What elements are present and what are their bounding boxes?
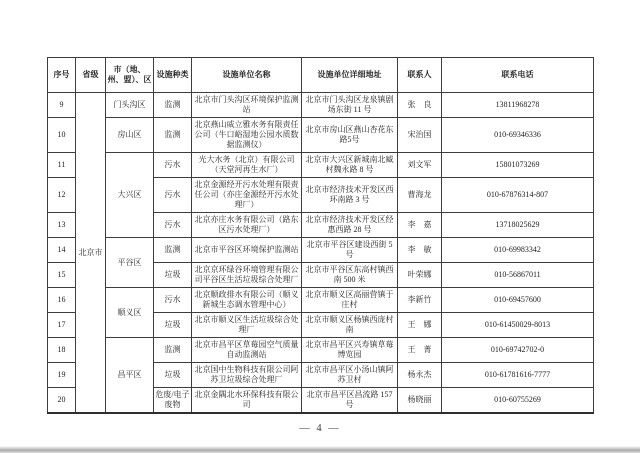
cell-address: 北京市门头沟区龙泉镇剧场东街 11 号 [302, 93, 398, 118]
cell-serial-no: 10 [48, 118, 76, 153]
cell-facility-type: 监测 [154, 93, 192, 118]
cell-phone: 13811968278 [442, 93, 594, 118]
col-header-province: 省级 [76, 58, 106, 93]
cell-phone: 010-69346336 [442, 118, 594, 153]
cell-contact: 李 敏 [398, 238, 442, 263]
cell-contact: 杨晓丽 [398, 388, 442, 414]
cell-facility-type: 污水 [154, 153, 192, 178]
col-header-facility-name: 设施单位名称 [192, 58, 302, 93]
cell-serial-no: 12 [48, 178, 76, 213]
cell-address: 北京市经济技术开发区经惠西路 28 号 [302, 213, 398, 238]
cell-address: 北京市昌平区小汤山镇阿苏卫村 [302, 363, 398, 388]
cell-contact: 宋治国 [398, 118, 442, 153]
cell-contact: 李新竹 [398, 288, 442, 313]
cell-phone: 010-67876314-807 [442, 178, 594, 213]
cell-phone: 010-61781616-7777 [442, 363, 594, 388]
col-header-serial-no: 序号 [48, 58, 76, 93]
cell-phone: 010-61450029-8013 [442, 313, 594, 338]
cell-contact: 杨永杰 [398, 363, 442, 388]
table-row [48, 338, 594, 363]
cell-serial-no: 15 [48, 263, 76, 288]
cell-contact: 刘文军 [398, 153, 442, 178]
cell-address: 北京市昌平区昌流路 157 号 [302, 388, 398, 414]
cell-serial-no: 13 [48, 213, 76, 238]
cell-province: 北京市 [76, 93, 106, 414]
cell-address: 北京市大兴区新城南北臧村魏永路 8 号 [302, 153, 398, 178]
table-row [48, 118, 594, 153]
cell-district: 顺义区 [106, 288, 154, 338]
page-number: — 4 — [299, 423, 341, 434]
col-header-address: 设施单位详细地址 [302, 58, 398, 93]
cell-address: 北京市顺义区杨镇西庞村南 [302, 313, 398, 338]
cell-phone: 010-69742702-0 [442, 338, 594, 363]
cell-phone: 13718025629 [442, 213, 594, 238]
cell-contact: 王 菁 [398, 338, 442, 363]
cell-facility-name: 北京市门头沟区环境保护监测站 [192, 93, 302, 118]
cell-address: 北京市平谷区建设西街 5 号 [302, 238, 398, 263]
cell-contact: 王 娜 [398, 313, 442, 338]
cell-facility-name: 光大水务（北京）有限公司（天堂河再生水厂） [192, 153, 302, 178]
cell-facility-name: 北京市顺义区生活垃圾综合处理厂 [192, 313, 302, 338]
cell-facility-name: 北京金源经开污水处理有限责任公司（亦庄金源经开污水处理厂） [192, 178, 302, 213]
table-header-row [48, 58, 594, 93]
cell-district: 平谷区 [106, 238, 154, 288]
cell-serial-no: 20 [48, 388, 76, 414]
col-header-phone: 联系电话 [442, 58, 594, 93]
cell-facility-type: 监测 [154, 338, 192, 363]
cell-facility-name: 北京国中生物科技有限公司阿苏卫垃圾综合处理厂 [192, 363, 302, 388]
cell-phone: 15801073269 [442, 153, 594, 178]
cell-serial-no: 19 [48, 363, 76, 388]
cell-phone: 010-56867011 [442, 263, 594, 288]
cell-address: 北京市昌平区兴寿镇草莓博览园 [302, 338, 398, 363]
facilities-table [47, 57, 594, 414]
cell-facility-name: 北京金隅北水环保科技有限公司 [192, 388, 302, 414]
cell-facility-name: 北京顺政排水有限公司（顺义新城生态调水管理中心） [192, 288, 302, 313]
cell-contact: 曹海龙 [398, 178, 442, 213]
cell-serial-no: 18 [48, 338, 76, 363]
cell-district: 昌平区 [106, 338, 154, 414]
cell-facility-type: 污水 [154, 178, 192, 213]
col-header-contact: 联系人 [398, 58, 442, 93]
cell-address: 北京市经济技术开发区西环南路 3 号 [302, 178, 398, 213]
cell-phone: 010-60755269 [442, 388, 594, 414]
cell-contact: 张 良 [398, 93, 442, 118]
cell-phone: 010-69983342 [442, 238, 594, 263]
cell-facility-name: 北京市平谷区环境保护监测站 [192, 238, 302, 263]
cell-facility-type: 垃圾 [154, 313, 192, 338]
cell-serial-no: 11 [48, 153, 76, 178]
cell-facility-type: 污水 [154, 213, 192, 238]
cell-facility-type: 垃圾 [154, 263, 192, 288]
table-row [48, 238, 594, 263]
cell-serial-no: 16 [48, 288, 76, 313]
cell-serial-no: 17 [48, 313, 76, 338]
page-content [47, 57, 593, 434]
cell-facility-type: 污水 [154, 288, 192, 313]
table-row [48, 288, 594, 313]
cell-facility-name: 北京亦庄水务有限公司（路东区污水处理厂） [192, 213, 302, 238]
cell-serial-no: 14 [48, 238, 76, 263]
col-header-district: 市（地、州、盟）、区 [106, 58, 154, 93]
cell-address: 北京市顺义区高丽营镇于庄村 [302, 288, 398, 313]
cell-facility-name: 北京燕山威立雅水务有限责任公司（牛口峪湿地公园水质数据监测仪） [192, 118, 302, 153]
cell-address: 北京市房山区燕山杏花东路5号 [302, 118, 398, 153]
table-row [48, 93, 594, 118]
cell-facility-name: 北京京环绿谷环境管理有限公司平谷区生活垃圾综合处理厂 [192, 263, 302, 288]
cell-district: 大兴区 [106, 153, 154, 238]
table-body [48, 93, 594, 414]
cell-phone: 010-69457600 [442, 288, 594, 313]
table-row [48, 153, 594, 178]
cell-facility-type: 危废/电子废物 [154, 388, 192, 414]
cell-district: 门头沟区 [106, 93, 154, 118]
cell-serial-no: 9 [48, 93, 76, 118]
cell-address: 北京市平谷区东高村镇西南 500 米 [302, 263, 398, 288]
col-header-facility-type: 设施种类 [154, 58, 192, 93]
cell-facility-name: 北京市昌平区草莓园空气质量自动监测站 [192, 338, 302, 363]
cell-contact: 李 嘉 [398, 213, 442, 238]
cell-facility-type: 垃圾 [154, 363, 192, 388]
cell-facility-type: 监测 [154, 118, 192, 153]
cell-contact: 叶荣娜 [398, 263, 442, 288]
cell-district: 房山区 [106, 118, 154, 153]
scan-edge-shadow [0, 446, 640, 453]
cell-facility-type: 监测 [154, 238, 192, 263]
